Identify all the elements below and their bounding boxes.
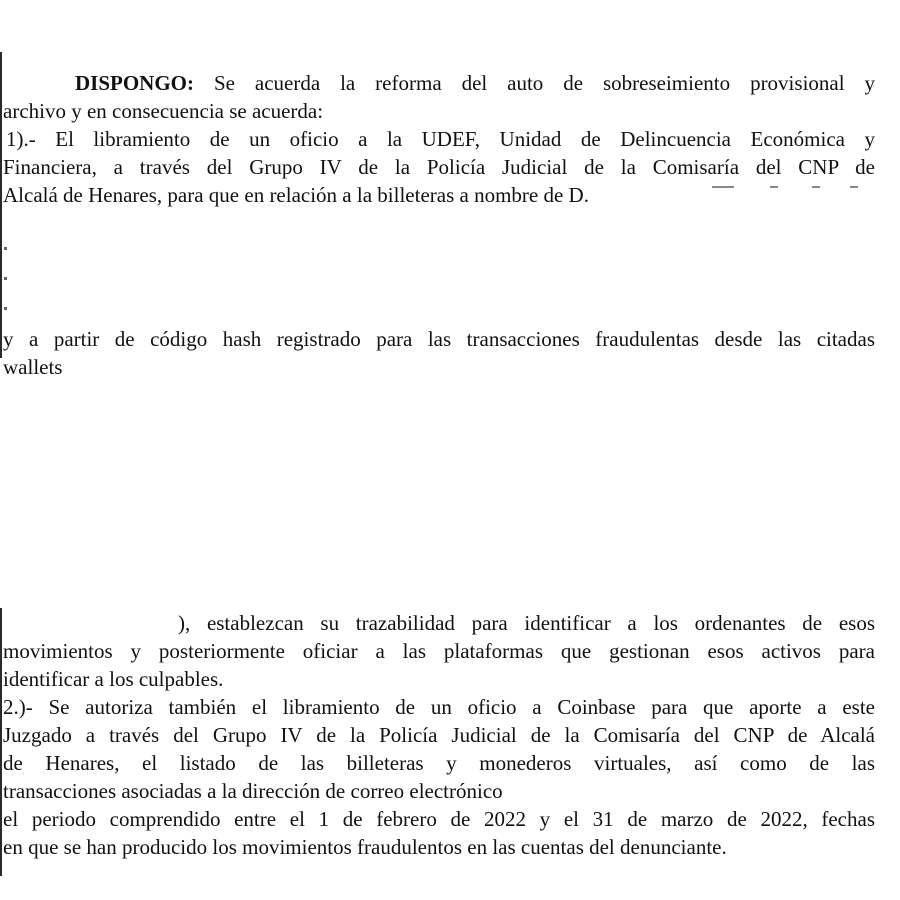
page-edge-lower	[0, 608, 2, 876]
item2-line-6: en que se han producido los movimientos fraudulentos en las cuentas del denunciante.	[3, 835, 727, 859]
page-edge-upper	[0, 52, 2, 358]
redaction-dot	[4, 247, 7, 250]
redaction-dot	[4, 277, 7, 280]
redaction-mark	[850, 186, 858, 188]
paragraph-disposal-line-1	[75, 70, 875, 96]
item1-line-2: Financiera, a través del Grupo IV de la Policía Judicial de la Comisaría del CNP de	[3, 155, 875, 179]
item1-line-8: identificar a los culpables.	[3, 667, 224, 691]
item1-line-6: ), establezcan su trazabilidad para identificar a los ordenantes de esos	[178, 611, 875, 635]
item2-line-3: de Henares, el listado de las billeteras y monederos virtuales, así como de las	[3, 751, 875, 775]
redaction-mark	[770, 186, 778, 188]
item1-line-3: Alcalá de Henares, para que en relación a la billeteras a nombre de D.	[3, 183, 589, 207]
disposal-text: Se acuerda la reforma del auto de sobreseimiento provisional y	[194, 71, 875, 95]
paragraph-disposal-line-2: archivo y en consecuencia se acuerda:	[3, 99, 324, 123]
item1-line-1: 1).- El libramiento de un oficio a la UDEF, Unidad de Delincuencia Económica y	[6, 127, 875, 151]
redaction-mark	[712, 186, 734, 188]
item2-line-4: transacciones asociadas a la dirección de correo electrónico	[3, 779, 503, 803]
disposal-heading: DISPONGO:	[75, 71, 195, 95]
redaction-mark	[812, 186, 820, 188]
item2-line-5: el periodo comprendido entre el 1 de febrero de 2022 y el 31 de marzo de 2022, fechas	[3, 807, 875, 831]
redaction-dot	[4, 307, 7, 310]
item1-line-7: movimientos y posteriormente oficiar a las plataformas que gestionan esos activos para	[3, 639, 875, 663]
item1-line-5: wallets	[3, 355, 63, 379]
item2-line-2: Juzgado a través del Grupo IV de la Policía Judicial de la Comisaría del CNP de Alcalá	[3, 723, 875, 747]
item2-line-1: 2.)- Se autoriza también el libramiento de un oficio a Coinbase para que aporte a este	[3, 695, 875, 719]
item1-line-4: y a partir de código hash registrado para las transacciones fraudulentas desde las citadas	[3, 327, 875, 351]
